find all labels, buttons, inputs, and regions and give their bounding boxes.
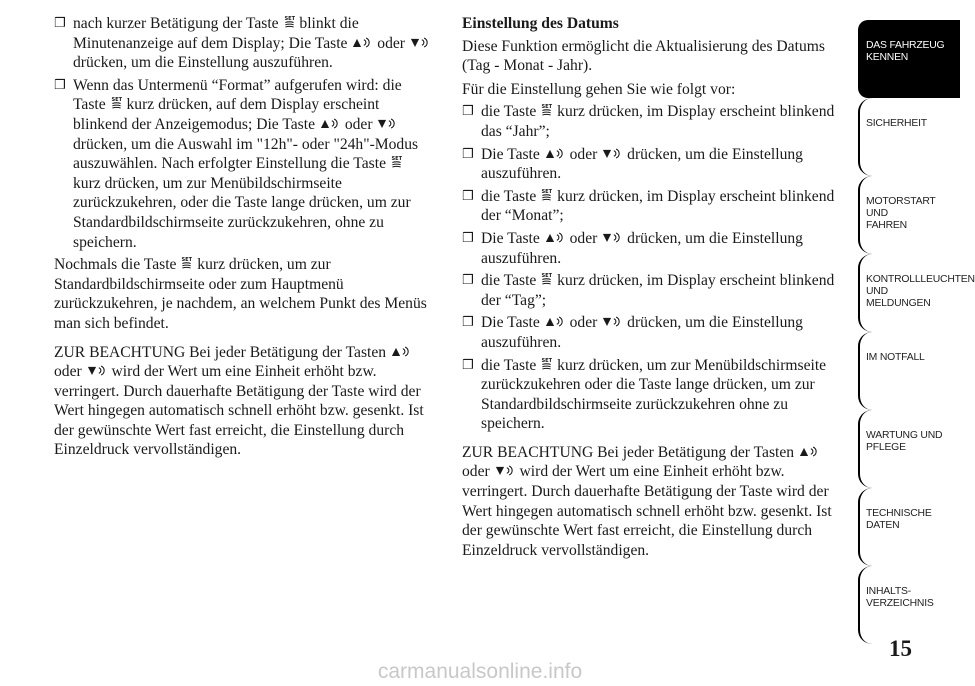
up-button-icon — [352, 35, 372, 50]
bullet-icon: ❒ — [462, 315, 474, 331]
list-item-month: ❒ die Taste kurz drücken, im Display erscheint blinkend der “Monat”; — [462, 187, 835, 225]
set-button-icon — [181, 256, 192, 271]
watermark: carmanualsonline.info — [377, 660, 583, 683]
list-item-day: ❒ die Taste kurz drücken, im Display erscheint blinkend der “Tag”; — [462, 272, 835, 309]
list-item-year: ❒ die Taste kurz drücken, im Display erscheint blinkend das “Jahr”; — [462, 103, 835, 140]
down-button-icon — [602, 314, 622, 329]
tab-im-notfall[interactable]: IM NOTFALL — [858, 332, 960, 410]
left-column — [54, 14, 434, 469]
instruction-paragraph: Für die Einstellung gehen Sie wie folgt vor: — [462, 80, 736, 98]
up-button-icon — [391, 344, 411, 359]
list-item-return: ❒ die Taste kurz drücken, um zur Menübildschirmseite zurückzukehren oder die Taste lange drücken, um zur Standardbildschirmseite zurückzukehren ohne zu speichern. — [462, 356, 827, 433]
tab-sicherheit[interactable]: SICHERHEIT — [858, 98, 960, 176]
down-button-icon — [602, 230, 622, 245]
up-button-icon — [799, 444, 819, 459]
set-button-icon — [541, 103, 552, 118]
chapter-tabs — [858, 20, 975, 644]
note-paragraph: ZUR BEACHTUNG Bei jeder Betätigung der Tasten oder wird der Wert um eine Einheit erhöht bzw. verringert. Durch dauerhafte Betätigung der Taste wird der Wert hingegen automatisch schnell erhöht bzw. gesenkt. Ist der gewünschte Wert fast erreicht, die Einstellung durch Einzeldruck vervollständigen. — [54, 343, 424, 459]
up-button-icon — [545, 314, 565, 329]
down-button-icon — [410, 35, 430, 50]
list-item-adjust: ❒ Die Taste oder drücken, um die Einstellung auszuführen. — [462, 314, 803, 351]
set-button-icon — [541, 357, 552, 372]
tab-wartung-und-pflege[interactable]: WARTUNG UND PFLEGE — [858, 410, 960, 488]
bullet-icon: ❒ — [54, 77, 66, 93]
tab-inhaltsverzeichnis[interactable]: INHALTS- VERZEICHNIS — [858, 566, 960, 644]
bullet-icon: ❒ — [462, 230, 474, 246]
right-column — [462, 14, 840, 569]
page-number: 15 — [889, 636, 912, 661]
down-button-icon — [495, 463, 515, 478]
tab-das-fahrzeug-kennen[interactable]: DAS FAHRZEUG KENNEN — [858, 20, 960, 98]
bullet-icon: ❒ — [462, 357, 474, 373]
set-button-icon — [111, 96, 122, 111]
up-button-icon — [545, 146, 565, 161]
tab-motorstart-und-fahren[interactable]: MOTORSTART UND FAHREN — [858, 176, 960, 254]
return-paragraph: Nochmals die Taste kurz drücken, um zur Standardbildschirmseite oder zum Hauptmenü zurückzukehren, je nachdem, an welchem Punkt des Menüs man sich befindet. — [54, 256, 427, 332]
set-button-icon — [391, 155, 402, 170]
bullet-icon: ❒ — [462, 273, 474, 289]
down-button-icon — [87, 363, 107, 378]
set-button-icon — [541, 188, 552, 203]
down-button-icon — [602, 146, 622, 161]
tab-technische-daten[interactable]: TECHNISCHE DATEN — [858, 488, 960, 566]
bullet-icon: ❒ — [462, 188, 474, 204]
list-item-minute-setting: ❒ nach kurzer Betätigung der Taste blinkt die Minutenanzeige auf dem Display; Die Taste oder drücken, um die Einstellung auszuführen. — [54, 14, 434, 73]
tab-kontrollleuchten[interactable]: KONTROLLLEUCHTEN UND MELDUNGEN — [858, 254, 960, 332]
up-button-icon — [545, 230, 565, 245]
bullet-icon: ❒ — [462, 104, 474, 120]
set-button-icon — [284, 15, 295, 30]
set-button-icon — [541, 272, 552, 287]
up-button-icon — [320, 116, 340, 131]
list-item-format-setting: ❒ Wenn das Untermenü “Format” aufgerufen wird: die Taste kurz drücken, auf dem Display erscheint blinkend der Anzeigemodus; Die Taste oder drücken, um die Auswahl im "12h"- oder "24h"-Modus auszuwählen. Nach erfolgter Einstellung die Taste kurz drücken, um zur Menübildschirmseite zurückzukehren, oder die Taste lange drücken, um zur Standardbildschirmseite zurückzukehren, ohne zu speichern. — [54, 76, 419, 251]
intro-paragraph: Diese Funktion ermöglicht die Aktualisierung des Datums (Tag - Monat - Jahr). — [462, 37, 825, 75]
list-item-adjust: ❒ Die Taste oder drücken, um die Einstellung auszuführen. — [462, 145, 803, 183]
section-heading: Einstellung des Datums — [462, 15, 619, 32]
list-item-adjust: ❒ Die Taste oder drücken, um die Einstellung auszuführen. — [462, 229, 803, 267]
down-button-icon — [377, 116, 397, 131]
note-paragraph: ZUR BEACHTUNG Bei jeder Betätigung der Tasten oder wird der Wert um eine Einheit erhöht bzw. verringert. Durch dauerhafte Betätigung der Taste wird der Wert hingegen automatisch schnell erhöht bzw. gesenkt. Ist der gewünschte Wert fast erreicht, die Einstellung durch Einzeldruck vervollständigen. — [462, 443, 832, 559]
bullet-icon: ❒ — [54, 16, 66, 31]
bullet-icon: ❒ — [462, 146, 474, 162]
